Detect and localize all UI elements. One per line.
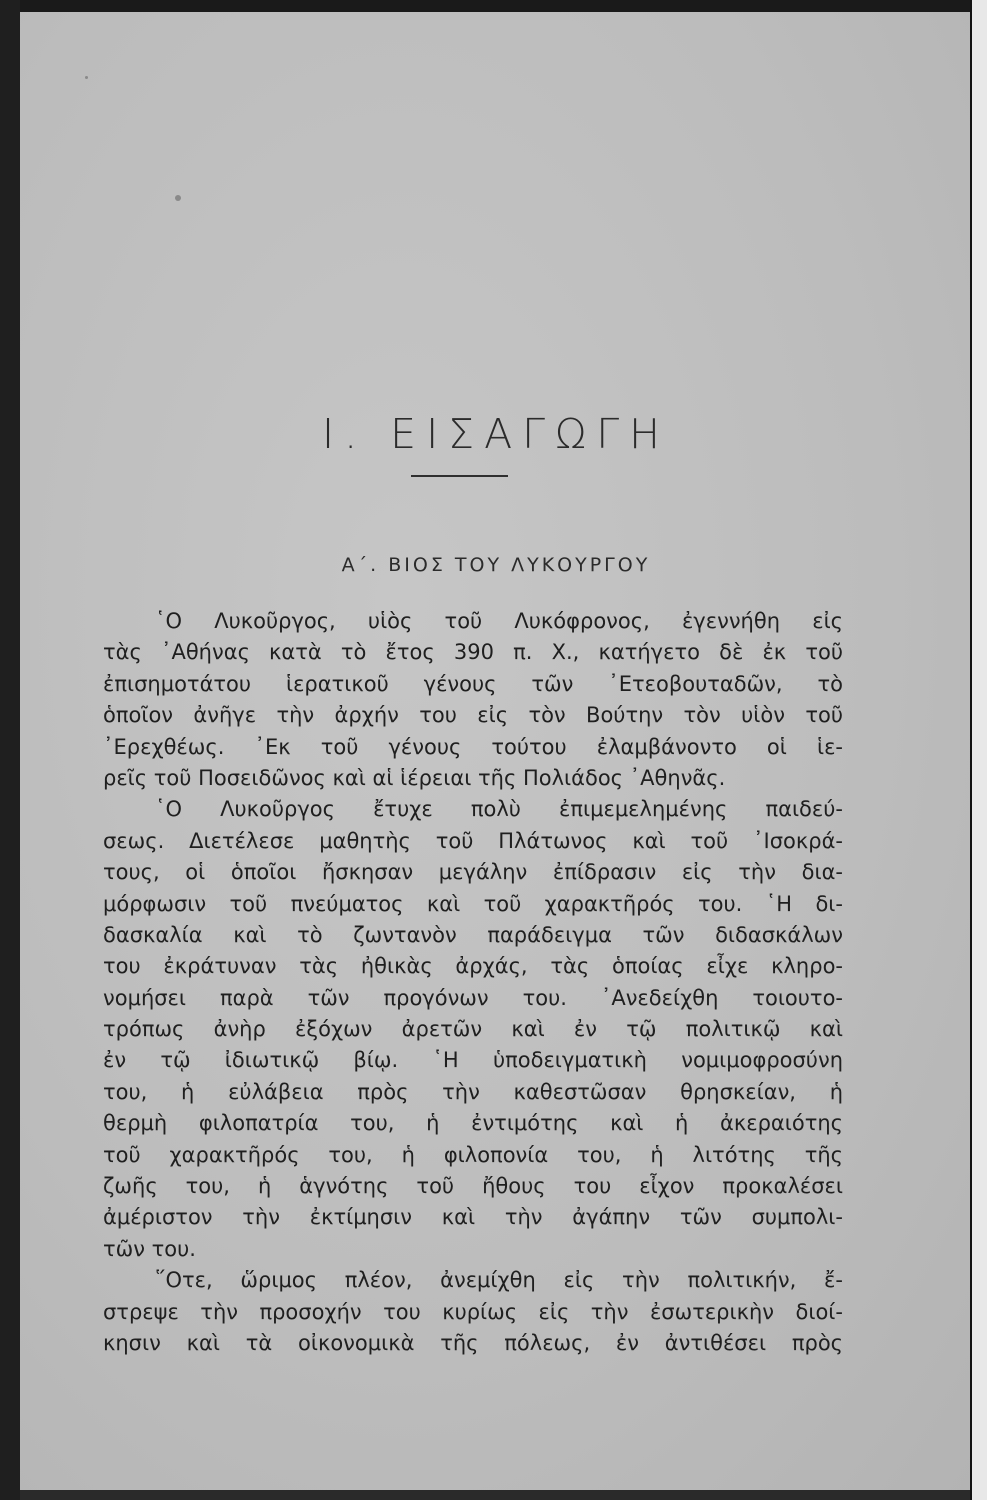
text-line: ῞Οτε, ὥριμος πλέον, ἀνεμίχθη εἰς τὴν πολιτικήν, ἔ- [155, 1268, 843, 1293]
text-line: σεως. Διετέλεσε μαθητὴς τοῦ Πλάτωνος καὶ τοῦ ᾿Ισοκρά- [103, 828, 843, 853]
paper-speck [175, 195, 181, 201]
text-line: νομήσει παρὰ τῶν προγόνων του. ᾿Ανεδείχθη τοιουτο- [103, 985, 843, 1010]
text-line: ῾Ο Λυκοῦργος, υἱὸς τοῦ Λυκόφρονος, ἐγεννήθη εἰς [155, 609, 843, 633]
paper-speck [85, 76, 88, 79]
text-line: ἀμέριστον τὴν ἐκτίμησιν καὶ τὴν ἀγάπην τῶν συμπολι- [103, 1205, 843, 1230]
book-page [20, 12, 972, 1490]
chapter-title: I. ΕΙΣΑΓΩΓΗ [322, 410, 670, 458]
body-text [103, 606, 843, 1359]
text-line: μόρφωσιν τοῦ πνεύματος καὶ τοῦ χαρακτῆρός του. ῾Η δι- [103, 891, 843, 916]
text-line: ἐν τῷ ἰδιωτικῷ βίῳ. ῾Η ὑποδειγματικὴ νομιμοφροσύνη [103, 1048, 843, 1073]
text-line: ῾Ο Λυκοῦργος ἔτυχε πολὺ ἐπιμεμελημένης παιδεύ- [155, 797, 843, 822]
scan-left-edge [0, 0, 20, 1500]
scan-top-edge [0, 0, 987, 12]
text-line: ζωῆς του, ἡ ἁγνότης τοῦ ἤθους του εἶχον προκαλέσει [103, 1174, 843, 1199]
text-line: τρόπως ἀνὴρ ἐξόχων ἀρετῶν καὶ ἐν τῷ πολιτικῷ καὶ [103, 1017, 843, 1042]
text-line: του ἐκράτυναν τὰς ἠθικὰς ἀρχάς, τὰς ὁποίας εἶχε κληρο- [103, 954, 843, 979]
section-heading: Α΄. ΒΙΟΣ ΤΟΥ ΛΥΚΟΥΡΓΟΥ [341, 554, 651, 576]
title-underline [411, 475, 508, 477]
scan-right-edge [970, 0, 987, 1500]
text-line: τῶν του. [103, 1236, 196, 1261]
text-line: του, ἡ εὐλάβεια πρὸς τὴν καθεστῶσαν θρησκείαν, ἡ [103, 1079, 843, 1104]
text-line: τὰς ᾿Αθήνας κατὰ τὸ ἔτος 390 π. Χ., κατήγετο δὲ ἐκ τοῦ [103, 640, 843, 665]
text-line: στρεψε τὴν προσοχήν του κυρίως εἰς τὴν ἐσωτερικὴν διοί- [103, 1299, 843, 1324]
text-line: ᾿Ερεχθέως. ᾿Εκ τοῦ γένους τούτου ἐλαμβάνοντο οἱ ἱε- [103, 734, 843, 759]
text-line: δασκαλία καὶ τὸ ζωντανὸν παράδειγμα τῶν διδασκάλων [103, 922, 843, 947]
text-line: κησιν καὶ τὰ οἰκονομικὰ τῆς πόλεως, ἐν ἀντιθέσει πρὸς [103, 1330, 843, 1355]
text-line: ἐπισημοτάτου ἱερατικοῦ γένους τῶν ᾿Ετεοβουταδῶν, τὸ [103, 671, 843, 696]
text-line: ρεῖς τοῦ Ποσειδῶνος καὶ αἱ ἱέρειαι τῆς Πολιάδος ᾿Αθηνᾶς. [103, 765, 726, 790]
text-line: τοῦ χαρακτῆρός του, ἡ φιλοπονία του, ἡ λιτότης τῆς [103, 1142, 843, 1167]
text-line: ὁποῖον ἀνῆγε τὴν ἀρχήν του εἰς τὸν Βούτην τὸν υἱὸν τοῦ [103, 703, 843, 728]
text-line: θερμὴ φιλοπατρία του, ἡ ἐντιμότης καὶ ἡ ἀκεραιότης [103, 1111, 843, 1136]
text-line: τους, οἱ ὁποῖοι ἤσκησαν μεγάλην ἐπίδρασιν εἰς τὴν δια- [103, 860, 843, 885]
